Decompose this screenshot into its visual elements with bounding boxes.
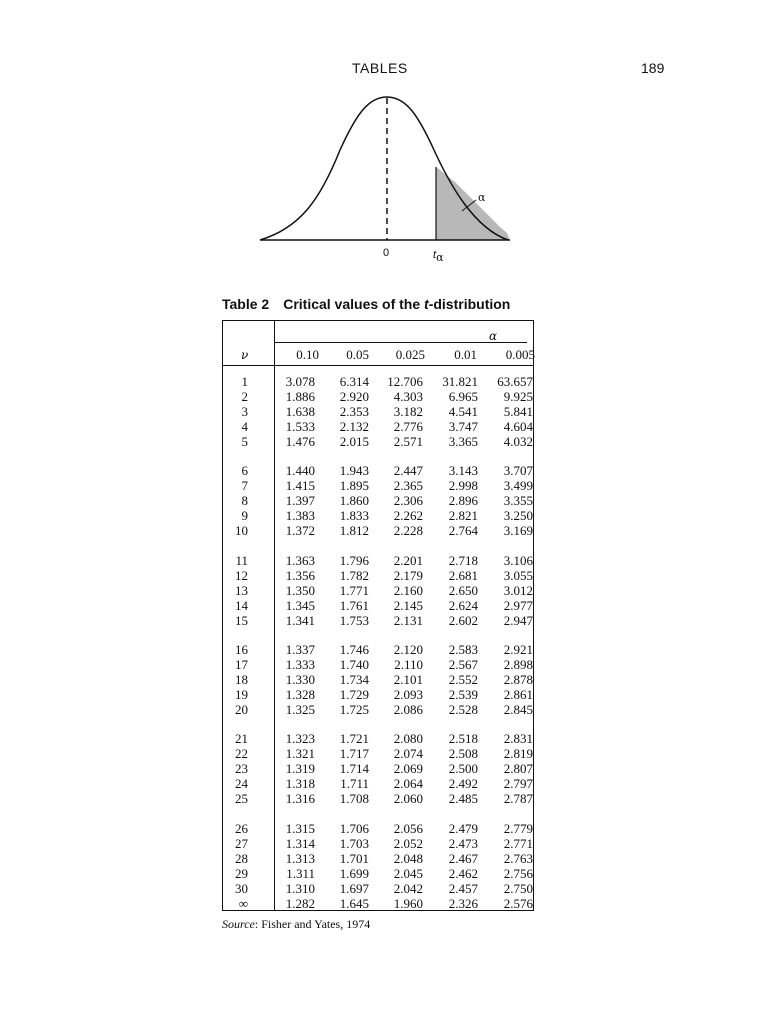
running-head: TABLES — [352, 60, 408, 76]
column-header: 0.01 — [454, 347, 477, 362]
table-caption: Table 2 Critical values of the t-distribution — [222, 296, 511, 312]
column-header: 0.005 — [505, 347, 535, 362]
critical-value-cell: 2.819 — [503, 746, 533, 761]
critical-value-cell: 2.467 — [448, 851, 478, 866]
critical-value-cell: 12.706 — [387, 374, 423, 389]
t-alpha-label: tα — [433, 249, 444, 264]
critical-value-cell: 2.779 — [503, 821, 533, 836]
column-header: 0.05 — [346, 347, 369, 362]
critical-value-cell: 2.797 — [503, 776, 533, 791]
critical-value-cell: 2.500 — [448, 761, 478, 776]
critical-value-cell: 1.314 — [285, 836, 315, 851]
table-row — [223, 851, 533, 866]
critical-value-cell: 2.807 — [503, 761, 533, 776]
critical-value-cell: 4.303 — [393, 389, 423, 404]
critical-value-cell: 1.708 — [339, 791, 369, 806]
critical-value-cell: 31.821 — [442, 374, 478, 389]
critical-value-cell: 2.042 — [393, 881, 423, 896]
critical-values-table — [222, 320, 534, 911]
critical-value-cell: 1.943 — [339, 463, 369, 478]
critical-value-cell: 3.747 — [448, 419, 478, 434]
critical-value-cell: 1.315 — [285, 821, 315, 836]
critical-value-cell: 1.282 — [285, 896, 315, 911]
critical-value-cell: 2.179 — [393, 568, 423, 583]
table-row — [223, 731, 533, 746]
critical-value-cell: 1.697 — [339, 881, 369, 896]
critical-value-cell: 2.776 — [393, 419, 423, 434]
table-row — [223, 702, 533, 717]
row-group — [223, 553, 533, 628]
critical-value-cell: 1.740 — [339, 657, 369, 672]
nu-column-header: ν — [241, 348, 249, 362]
critical-value-cell: 1.363 — [285, 553, 315, 568]
critical-value-cell: 2.567 — [448, 657, 478, 672]
critical-value-cell: 2.750 — [503, 881, 533, 896]
critical-value-cell: 2.052 — [393, 836, 423, 851]
critical-value-cell: 1.761 — [339, 598, 369, 613]
critical-value-cell: 1.725 — [339, 702, 369, 717]
critical-value-cell: 2.069 — [393, 761, 423, 776]
degrees-of-freedom-cell: 15 — [235, 613, 248, 628]
degrees-of-freedom-cell: 1 — [241, 374, 248, 389]
critical-value-cell: 1.753 — [339, 613, 369, 628]
row-group — [223, 463, 533, 538]
critical-value-cell: 1.895 — [339, 478, 369, 493]
critical-value-cell: 3.355 — [503, 493, 533, 508]
critical-value-cell: 1.721 — [339, 731, 369, 746]
critical-value-cell: 1.703 — [339, 836, 369, 851]
critical-value-cell: 1.350 — [285, 583, 315, 598]
critical-value-cell: 1.714 — [339, 761, 369, 776]
critical-value-cell: 1.330 — [285, 672, 315, 687]
critical-value-cell: 2.583 — [448, 642, 478, 657]
critical-value-cell: 1.833 — [339, 508, 369, 523]
critical-value-cell: 1.796 — [339, 553, 369, 568]
critical-value-cell: 1.372 — [285, 523, 315, 538]
table-row — [223, 776, 533, 791]
critical-value-cell: 2.861 — [503, 687, 533, 702]
table-row — [223, 761, 533, 776]
critical-value-cell: 2.365 — [393, 478, 423, 493]
critical-value-cell: 2.262 — [393, 508, 423, 523]
degrees-of-freedom-cell: 6 — [241, 463, 248, 478]
degrees-of-freedom-cell: 23 — [235, 761, 248, 776]
page-number: 189 — [641, 60, 665, 76]
degrees-of-freedom-cell: 13 — [235, 583, 248, 598]
critical-value-cell: 2.508 — [448, 746, 478, 761]
table-row — [223, 672, 533, 687]
critical-value-cell: 2.821 — [448, 508, 478, 523]
critical-value-cell: 3.169 — [503, 523, 533, 538]
degrees-of-freedom-cell: ∞ — [238, 896, 248, 911]
table-row — [223, 642, 533, 657]
critical-value-cell: 1.734 — [339, 672, 369, 687]
critical-value-cell: 1.812 — [339, 523, 369, 538]
critical-value-cell: 2.650 — [448, 583, 478, 598]
column-header: 0.025 — [395, 347, 425, 362]
degrees-of-freedom-cell: 11 — [235, 553, 248, 568]
critical-value-cell: 1.782 — [339, 568, 369, 583]
critical-value-cell: 2.756 — [503, 866, 533, 881]
critical-value-cell: 2.492 — [448, 776, 478, 791]
degrees-of-freedom-cell: 18 — [235, 672, 248, 687]
degrees-of-freedom-cell: 21 — [235, 731, 248, 746]
critical-value-cell: 1.321 — [285, 746, 315, 761]
critical-value-cell: 3.106 — [503, 553, 533, 568]
critical-value-cell: 1.711 — [340, 776, 369, 791]
critical-value-cell: 1.333 — [285, 657, 315, 672]
critical-value-cell: 2.048 — [393, 851, 423, 866]
critical-value-cell: 3.250 — [503, 508, 533, 523]
critical-value-cell: 1.316 — [285, 791, 315, 806]
critical-value-cell: 2.787 — [503, 791, 533, 806]
critical-value-cell: 2.064 — [393, 776, 423, 791]
critical-value-cell: 2.060 — [393, 791, 423, 806]
critical-value-cell: 2.921 — [503, 642, 533, 657]
row-group — [223, 642, 533, 717]
critical-value-cell: 1.960 — [393, 896, 423, 911]
critical-value-cell: 2.131 — [393, 613, 423, 628]
degrees-of-freedom-cell: 10 — [235, 523, 248, 538]
critical-value-cell: 2.306 — [393, 493, 423, 508]
degrees-of-freedom-cell: 17 — [235, 657, 248, 672]
critical-value-cell: 1.310 — [285, 881, 315, 896]
critical-value-cell: 4.032 — [503, 434, 533, 449]
degrees-of-freedom-cell: 2 — [241, 389, 248, 404]
critical-value-cell: 1.337 — [285, 642, 315, 657]
critical-value-cell: 3.078 — [285, 374, 315, 389]
degrees-of-freedom-cell: 4 — [241, 419, 248, 434]
critical-value-cell: 2.998 — [448, 478, 478, 493]
critical-value-cell: 6.965 — [448, 389, 478, 404]
critical-value-cell: 6.314 — [339, 374, 369, 389]
critical-value-cell: 1.313 — [285, 851, 315, 866]
critical-value-cell: 1.729 — [339, 687, 369, 702]
degrees-of-freedom-cell: 19 — [235, 687, 248, 702]
critical-value-cell: 2.845 — [503, 702, 533, 717]
table-row — [223, 746, 533, 761]
critical-value-cell: 1.341 — [285, 613, 315, 628]
critical-value-cell: 2.045 — [393, 866, 423, 881]
critical-value-cell: 1.771 — [339, 583, 369, 598]
table-row — [223, 836, 533, 851]
critical-value-cell: 1.345 — [285, 598, 315, 613]
critical-value-cell: 1.328 — [285, 687, 315, 702]
critical-value-cell: 3.143 — [448, 463, 478, 478]
critical-value-cell: 3.182 — [393, 404, 423, 419]
alpha-header-rule — [275, 342, 527, 343]
alpha-column-header: α — [488, 329, 498, 343]
table-row — [223, 791, 533, 806]
table-row — [223, 613, 533, 628]
table-row — [223, 553, 533, 568]
column-header: 0.10 — [296, 347, 319, 362]
critical-value-cell: 2.831 — [503, 731, 533, 746]
table-row — [223, 881, 533, 896]
table-row — [223, 478, 533, 493]
critical-value-cell: 2.977 — [503, 598, 533, 613]
critical-value-cell: 3.012 — [503, 583, 533, 598]
degrees-of-freedom-cell: 26 — [235, 821, 248, 836]
row-group — [223, 731, 533, 806]
header-rule — [223, 365, 533, 366]
degrees-of-freedom-cell: 5 — [241, 434, 248, 449]
degrees-of-freedom-cell: 7 — [241, 478, 248, 493]
critical-value-cell: 4.604 — [503, 419, 533, 434]
table-row — [223, 687, 533, 702]
critical-value-cell: 2.473 — [448, 836, 478, 851]
critical-value-cell: 2.201 — [393, 553, 423, 568]
table-row — [223, 463, 533, 478]
degrees-of-freedom-cell: 30 — [235, 881, 248, 896]
critical-value-cell: 5.841 — [503, 404, 533, 419]
critical-value-cell: 2.093 — [393, 687, 423, 702]
table-row — [223, 493, 533, 508]
table-row — [223, 374, 533, 389]
critical-value-cell: 4.541 — [448, 404, 478, 419]
critical-value-cell: 2.947 — [503, 613, 533, 628]
critical-value-cell: 1.325 — [285, 702, 315, 717]
critical-value-cell: 2.539 — [448, 687, 478, 702]
source-note: Source: Fisher and Yates, 1974 — [222, 917, 371, 931]
critical-value-cell: 9.925 — [503, 389, 533, 404]
critical-value-cell: 2.228 — [393, 523, 423, 538]
degrees-of-freedom-cell: 9 — [241, 508, 248, 523]
critical-value-cell: 2.602 — [448, 613, 478, 628]
degrees-of-freedom-cell: 3 — [241, 404, 248, 419]
critical-value-cell: 2.764 — [448, 523, 478, 538]
critical-value-cell: 2.462 — [448, 866, 478, 881]
critical-value-cell: 2.056 — [393, 821, 423, 836]
critical-value-cell: 1.415 — [285, 478, 315, 493]
critical-value-cell: 1.638 — [285, 404, 315, 419]
critical-value-cell: 1.319 — [285, 761, 315, 776]
table-row — [223, 434, 533, 449]
critical-value-cell: 1.356 — [285, 568, 315, 583]
critical-value-cell: 1.699 — [339, 866, 369, 881]
critical-value-cell: 3.499 — [503, 478, 533, 493]
critical-value-cell: 1.645 — [339, 896, 369, 911]
degrees-of-freedom-cell: 24 — [235, 776, 248, 791]
critical-value-cell: 2.878 — [503, 672, 533, 687]
table-row — [223, 821, 533, 836]
critical-value-cell: 2.771 — [503, 836, 533, 851]
table-row — [223, 389, 533, 404]
table-row — [223, 583, 533, 598]
degrees-of-freedom-cell: 8 — [241, 493, 248, 508]
table-row — [223, 896, 533, 911]
critical-value-cell: 1.860 — [339, 493, 369, 508]
critical-value-cell: 1.533 — [285, 419, 315, 434]
critical-value-cell: 3.707 — [503, 463, 533, 478]
critical-value-cell: 1.318 — [285, 776, 315, 791]
critical-value-cell: 2.080 — [393, 731, 423, 746]
alpha-label: α — [478, 191, 486, 204]
zero-label: 0 — [383, 247, 390, 259]
degrees-of-freedom-cell: 16 — [235, 642, 248, 657]
table-row — [223, 419, 533, 434]
critical-value-cell: 1.440 — [285, 463, 315, 478]
critical-value-cell: 2.681 — [448, 568, 478, 583]
shaded-tail-area — [436, 167, 510, 240]
t-distribution-figure — [0, 0, 768, 280]
critical-value-cell: 2.576 — [503, 896, 533, 911]
critical-value-cell: 2.120 — [393, 642, 423, 657]
critical-value-cell: 2.528 — [448, 702, 478, 717]
critical-value-cell: 2.479 — [448, 821, 478, 836]
critical-value-cell: 2.132 — [339, 419, 369, 434]
critical-value-cell: 2.485 — [448, 791, 478, 806]
critical-value-cell: 2.763 — [503, 851, 533, 866]
critical-value-cell: 2.353 — [339, 404, 369, 419]
critical-value-cell: 1.706 — [339, 821, 369, 836]
degrees-of-freedom-cell: 14 — [235, 598, 248, 613]
critical-value-cell: 1.886 — [285, 389, 315, 404]
critical-value-cell: 2.447 — [393, 463, 423, 478]
critical-value-cell: 1.746 — [339, 642, 369, 657]
critical-value-cell: 1.383 — [285, 508, 315, 523]
critical-value-cell: 2.101 — [393, 672, 423, 687]
critical-value-cell: 3.055 — [503, 568, 533, 583]
degrees-of-freedom-cell: 22 — [235, 746, 248, 761]
table-row — [223, 657, 533, 672]
table-row — [223, 404, 533, 419]
critical-value-cell: 2.074 — [393, 746, 423, 761]
critical-value-cell: 2.896 — [448, 493, 478, 508]
critical-value-cell: 2.898 — [503, 657, 533, 672]
row-group — [223, 821, 533, 911]
critical-value-cell: 2.624 — [448, 598, 478, 613]
critical-value-cell: 2.086 — [393, 702, 423, 717]
degrees-of-freedom-cell: 27 — [235, 836, 248, 851]
table-row — [223, 508, 533, 523]
critical-value-cell: 2.571 — [393, 434, 423, 449]
critical-value-cell: 1.701 — [339, 851, 369, 866]
critical-value-cell: 2.457 — [448, 881, 478, 896]
critical-value-cell: 1.311 — [286, 866, 315, 881]
critical-value-cell: 2.552 — [448, 672, 478, 687]
critical-value-cell: 2.920 — [339, 389, 369, 404]
critical-value-cell: 2.326 — [448, 896, 478, 911]
critical-value-cell: 1.323 — [285, 731, 315, 746]
table-row — [223, 598, 533, 613]
table-row — [223, 866, 533, 881]
row-group — [223, 374, 533, 449]
table-row — [223, 568, 533, 583]
critical-value-cell: 1.397 — [285, 493, 315, 508]
critical-value-cell: 2.110 — [394, 657, 423, 672]
degrees-of-freedom-cell: 25 — [235, 791, 248, 806]
critical-value-cell: 2.718 — [448, 553, 478, 568]
critical-value-cell: 2.015 — [339, 434, 369, 449]
degrees-of-freedom-cell: 28 — [235, 851, 248, 866]
table-row — [223, 523, 533, 538]
critical-value-cell: 2.518 — [448, 731, 478, 746]
critical-value-cell: 2.145 — [393, 598, 423, 613]
critical-value-cell: 1.476 — [285, 434, 315, 449]
critical-value-cell: 2.160 — [393, 583, 423, 598]
degrees-of-freedom-cell: 12 — [235, 568, 248, 583]
critical-value-cell: 1.717 — [339, 746, 369, 761]
degrees-of-freedom-cell: 29 — [235, 866, 248, 881]
critical-value-cell: 3.365 — [448, 434, 478, 449]
degrees-of-freedom-cell: 20 — [235, 702, 248, 717]
critical-value-cell: 63.657 — [497, 374, 533, 389]
